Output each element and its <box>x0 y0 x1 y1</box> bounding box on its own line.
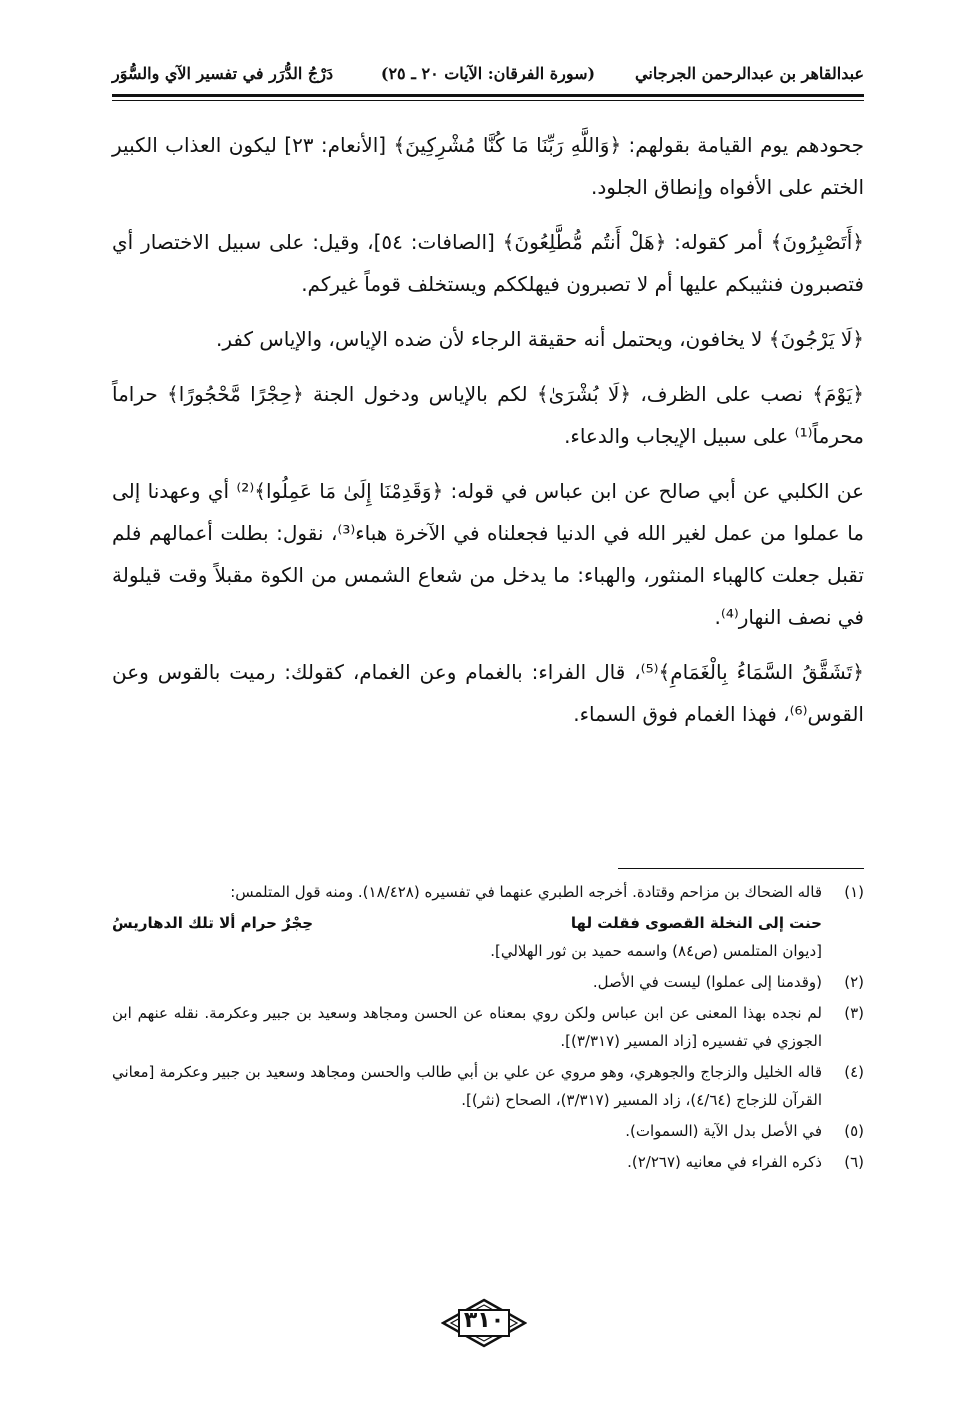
verse-source <box>112 937 864 965</box>
footnote <box>112 999 864 1055</box>
footnote-text: ذكره الفراء في معانيه (٢/٢٦٧). <box>627 1153 822 1171</box>
footnote <box>112 968 864 996</box>
paragraph: ﴿لَا يَرْجُونَ﴾ لا يخافون، ويحتمل أنه حقيقة الرجاء لأن ضده الإياس، والإياس كفر. <box>215 327 864 351</box>
header-author: عبدالقاهر بن عبدالرحمن الجرجاني <box>635 64 864 83</box>
footnote-text: (وقدمنا إلى عملوا) ليست في الأصل. <box>592 973 822 991</box>
footnote-text: قاله الضحاك بن مزاحم وقتادة. أخرجه الطبري عنهما في تفسيره (١٨/٤٢٨). ومنه قول المتلمس: <box>230 883 822 901</box>
footnote-text: في الأصل بدل الآية (السموات). <box>625 1122 822 1140</box>
page-number-badge <box>441 1298 527 1348</box>
page-number: ٣١٠ <box>463 1308 505 1333</box>
paragraph: جحودهم يوم القيامة بقولهم: ﴿وَاللَّهِ رَبِّنَا مَا كُنَّا مُشْرِكِينَ﴾ [الأنعام: ٢٣] ليكون العذاب الكبير الختم على الأفواه وإنطاق الجلود. <box>112 133 864 199</box>
footnote-separator <box>618 868 864 869</box>
footnote-number: ( ٣ ) <box>844 999 864 1027</box>
footnote <box>112 1058 864 1114</box>
footnote <box>112 878 864 906</box>
paragraph: ﴿تَشَقَّقُ السَّمَاءُ بِالْغَمَامِ﴾⁽⁵⁾، قال الفراء: بالغمام وعن الغمام، كقولك: رميت بالقوس وعن القوس⁽⁶⁾، فهذا الغمام فوق السماء. <box>112 660 864 726</box>
header-rule-thin <box>112 100 864 101</box>
verse-source-text: [ديوان المتلمس (ص٨٤) واسمه حميد بن ثور الهلالي]. <box>490 942 822 960</box>
paragraph: ﴿يَوْمَ﴾ نصب على الظرف، ﴿لَا بُشْرَىٰ﴾ لكم بالإياس ودخول الجنة ﴿حِجْرًا مَّحْجُورًا﴾ حراماً محرماً⁽¹⁾ على سبيل الإيجاب والدعاء. <box>112 382 864 448</box>
footnote <box>112 1148 864 1176</box>
footnote-number: ( ٥ ) <box>844 1117 864 1145</box>
paragraph: ﴿أَتَصْبِرُونَ﴾ أمر كقوله: ﴿هَلْ أَنتُم مُّطَّلِعُونَ﴾ [الصافات: ٥٤]، وقيل: على سبيل الاختصار أي فتصبرون فنثيبكم عليها أم لا تصبرون فيهلككم ويستخلف قوماً غيركم. <box>112 230 864 296</box>
footnote-number: ( ٢ ) <box>844 968 864 996</box>
footnote-text: قاله الخليل والزجاج والجوهري، وهو مروي عن علي بن أبي طالب والحسن ومجاهد وسعيد بن جبير وعكرمة [معاني القرآن للزجاج (٤/٦٤)، زاد المسير (٣/٣١٧)، الصحاح (نثر)]. <box>112 1063 822 1109</box>
paragraph: عن الكلبي عن أبي صالح عن ابن عباس في قوله: ﴿وَقَدِمْنَا إِلَىٰ مَا عَمِلُوا﴾⁽²⁾ أي وعهدنا إلى ما عملوا من عمل لغير الله في الدنيا فجعلناه في الآخرة هباء⁽³⁾، نقول: بطلت أعمالهم فلم تقبل جعلت كالهباء المنثور، والهباء: ما يدخل من شعاع الشمس من الكوة مقبلاً وقت قيلولة في نصف النهار⁽⁴⁾. <box>112 479 865 629</box>
poetry-verse <box>112 909 864 937</box>
verse-second-hemistich: حِجْرٌ حرام ألا تلك الدهاريسُ <box>112 914 314 932</box>
footnote <box>112 1117 864 1145</box>
running-header <box>112 58 864 92</box>
footnotes <box>112 878 864 1179</box>
header-surah: (سورة الفرقان: الآيات ٢٠ ـ ٢٥) <box>380 64 596 83</box>
main-text <box>112 124 864 748</box>
footnote-number: ( ٤ ) <box>844 1058 864 1086</box>
footnote-text: لم نجده بهذا المعنى عن ابن عباس ولكن روي بمعناه عن الحسن ومجاهد وسعيد بن جبير وعكرمة. نقله عنهم ابن الجوزي في تفسيره [زاد المسير (٣/٣١٧)]. <box>112 1004 822 1050</box>
header-book-title: دَرْجُ الدُّرَر في تفسير الآي والسُّوَر <box>112 64 334 83</box>
footnote-number: ( ١ ) <box>844 878 864 906</box>
verse-first-hemistich: حنت إلى النخلة القصوى فقلت لها <box>570 914 822 932</box>
header-rule-thick <box>112 94 864 97</box>
footnote-number: ( ٦ ) <box>844 1148 864 1176</box>
